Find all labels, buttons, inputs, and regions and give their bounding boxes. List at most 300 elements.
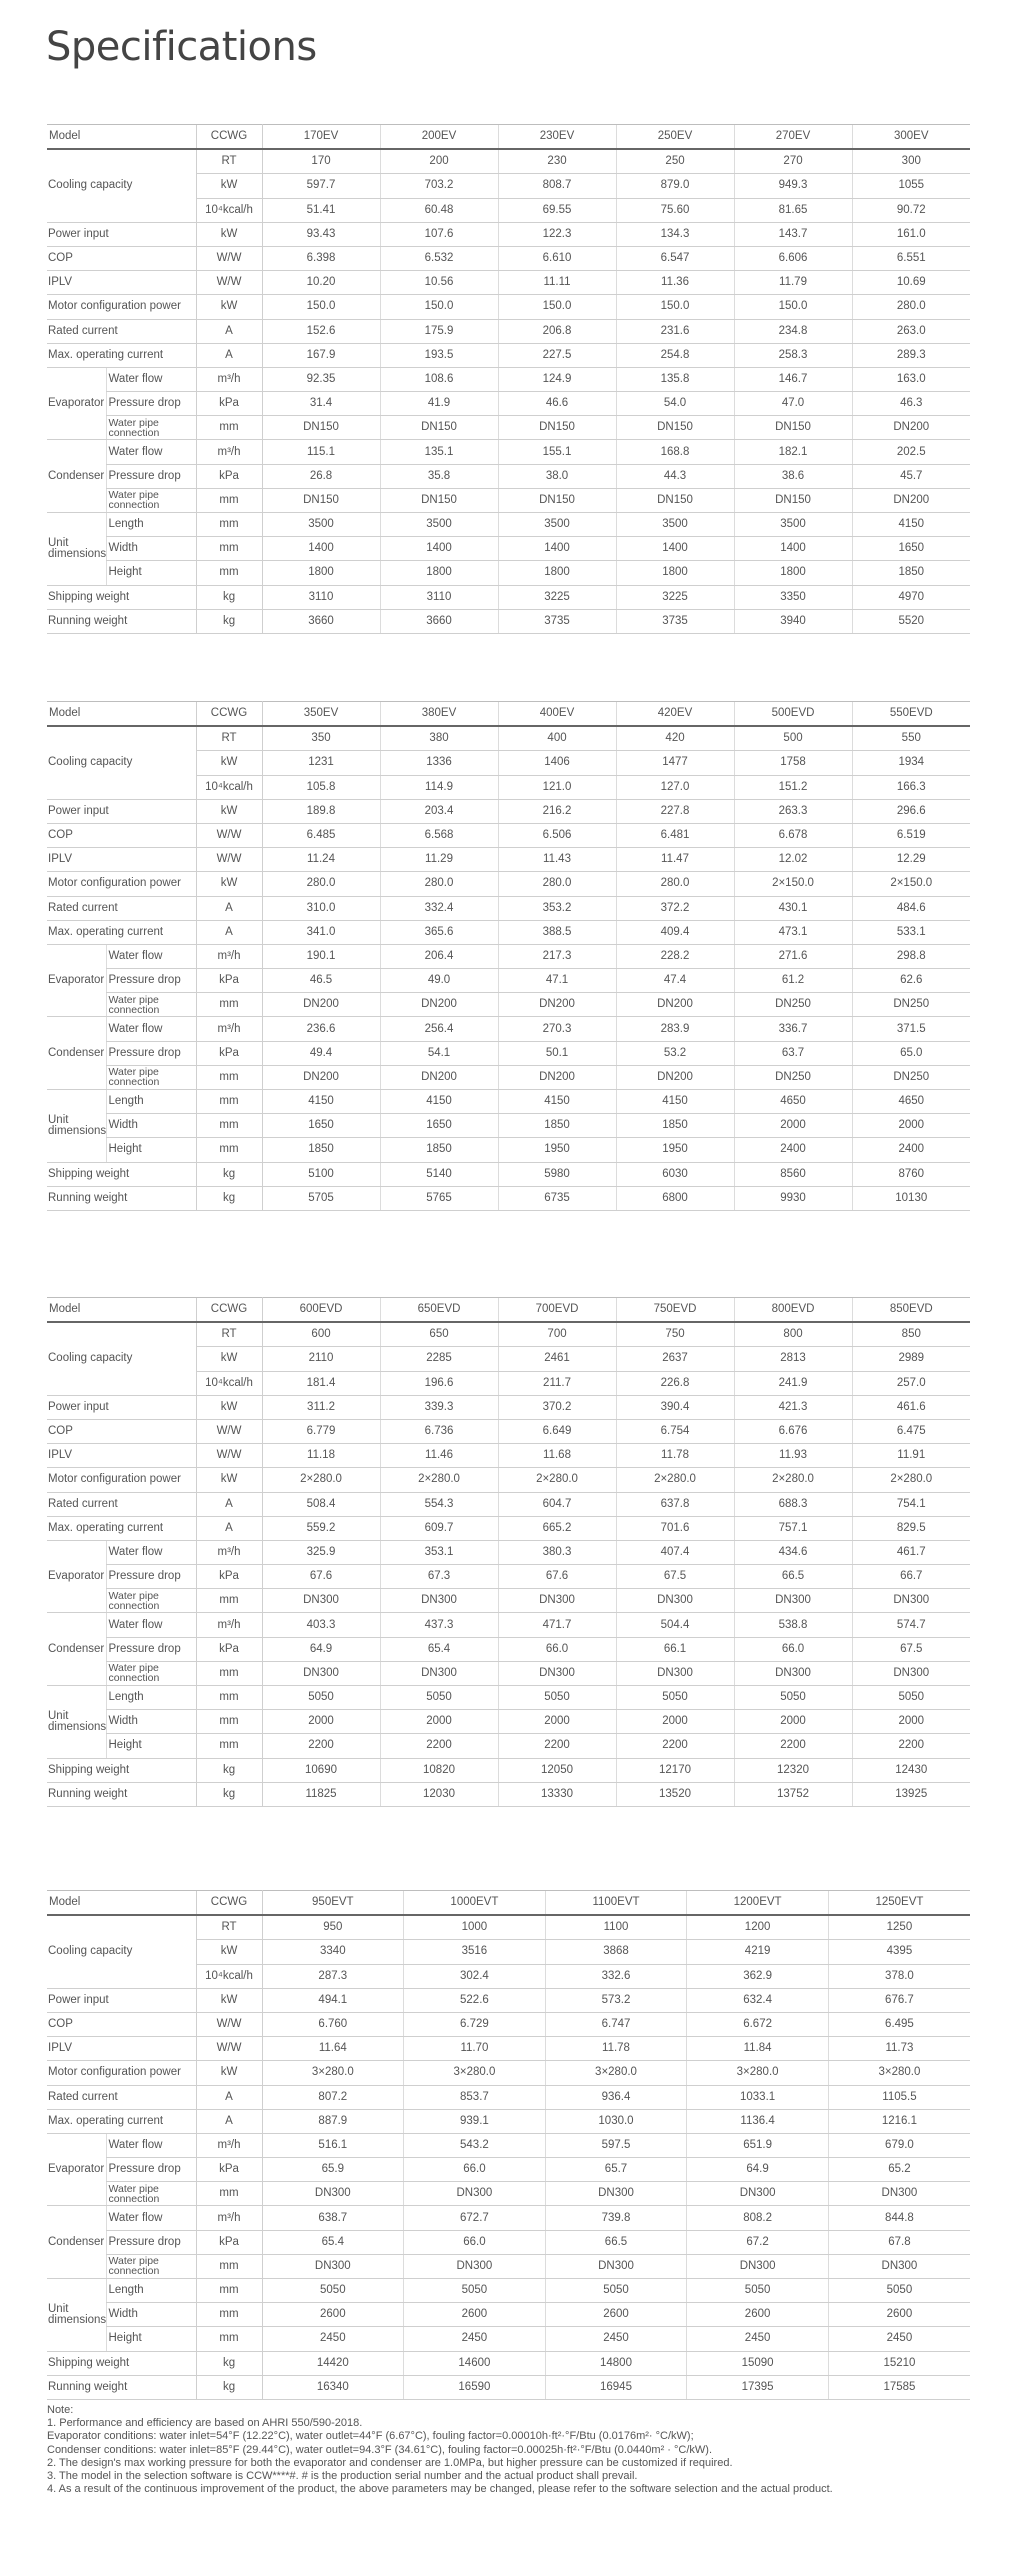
value-cell: 2600 [262,2303,404,2327]
value-cell: 1400 [380,537,498,561]
value-cell: 63.7 [734,1041,852,1065]
unit-cell: mm [196,2279,262,2303]
unit-cell: kW [196,799,262,823]
value-cell: DN200 [498,1065,616,1089]
value-cell: 12030 [380,1782,498,1806]
row-label-sub: Pressure drop [106,392,196,416]
value-cell: 311.2 [262,1395,380,1419]
table-row [47,823,970,847]
row-label-sub: Water pipe connection [106,2182,196,2206]
value-cell: 206.8 [498,319,616,343]
value-cell: 3500 [262,513,380,537]
value-cell: 47.1 [498,969,616,993]
value-cell: 11.91 [852,1444,970,1468]
row-label-sub: Water flow [106,944,196,968]
group-label-condenser: Condenser [47,1613,106,1686]
value-cell: 217.3 [498,944,616,968]
unit-cell: kg [196,2351,262,2375]
row-label: Running weight [47,609,196,633]
unit-cell: kPa [196,1565,262,1589]
row-label: Rated current [47,1492,196,1516]
value-cell: 2×280.0 [734,1468,852,1492]
value-cell: 939.1 [404,2109,546,2133]
value-cell: 421.3 [734,1395,852,1419]
column-header-380ev: 380EV [380,702,498,727]
value-cell: 5050 [380,1686,498,1710]
value-cell: 46.5 [262,969,380,993]
value-cell: 1477 [616,751,734,775]
row-label: IPLV [47,2037,196,2061]
row-label: Power input [47,1395,196,1419]
value-cell: 134.3 [616,222,734,246]
value-cell: 676.7 [828,1988,970,2012]
value-cell: 350 [262,726,380,751]
value-cell: 46.6 [498,392,616,416]
value-cell: 35.8 [380,464,498,488]
row-label: Max. operating current [47,920,196,944]
value-cell: DN150 [380,416,498,440]
value-cell: 17585 [828,2375,970,2399]
unit-cell: kW [196,222,262,246]
value-cell: 5050 [734,1686,852,1710]
value-cell: 10690 [262,1758,380,1782]
row-label-sub: Length [106,1686,196,1710]
value-cell: 181.4 [262,1371,380,1395]
value-cell: 6735 [498,1186,616,1210]
value-cell: DN300 [828,2254,970,2278]
row-label: Rated current [47,896,196,920]
column-header-270ev: 270EV [734,125,852,150]
table-row [47,726,970,751]
value-cell: DN300 [498,1589,616,1613]
value-cell: 11825 [262,1782,380,1806]
value-cell: 370.2 [498,1395,616,1419]
value-cell: 6.506 [498,823,616,847]
value-cell: 4150 [380,1090,498,1114]
value-cell: DN300 [734,1589,852,1613]
column-header-1100evt: 1100EVT [545,1891,687,1916]
value-cell: DN150 [734,416,852,440]
value-cell: 6.481 [616,823,734,847]
value-cell: 2000 [734,1710,852,1734]
value-cell: 504.4 [616,1613,734,1637]
group-label-evaporator: Evaporator [47,1540,106,1613]
value-cell: 1336 [380,751,498,775]
value-cell: 437.3 [380,1613,498,1637]
column-header-800evd: 800EVD [734,1298,852,1323]
value-cell: 11.24 [262,848,380,872]
value-cell: 6.779 [262,1419,380,1443]
value-cell: 258.3 [734,343,852,367]
value-cell: 1400 [262,537,380,561]
table-row [47,1915,970,1940]
table-row [47,2230,970,2254]
value-cell: DN150 [734,488,852,512]
row-label-sub: Width [106,2303,196,2327]
value-cell: 107.6 [380,222,498,246]
value-cell: 67.3 [380,1565,498,1589]
value-cell: 15090 [687,2351,829,2375]
unit-cell: mm [196,1686,262,1710]
value-cell: DN300 [545,2254,687,2278]
spec-table-2 [47,701,970,1211]
value-cell: 5050 [262,2279,404,2303]
value-cell: DN150 [380,488,498,512]
unit-cell: kW [196,1468,262,1492]
value-cell: 5050 [404,2279,546,2303]
value-cell: 105.8 [262,775,380,799]
value-cell: 6.551 [852,246,970,270]
group-label-cooling-capacity: Cooling capacity [47,726,196,799]
value-cell: 49.4 [262,1041,380,1065]
value-cell: 67.5 [852,1637,970,1661]
row-label: COP [47,2012,196,2036]
note-line: Note: [47,2404,74,2416]
value-cell: 67.5 [616,1565,734,1589]
value-cell: 66.7 [852,1565,970,1589]
value-cell: 66.5 [545,2230,687,2254]
row-label: Max. operating current [47,2109,196,2133]
table-row [47,2037,970,2061]
value-cell: 6.495 [828,2012,970,2036]
table-row [47,464,970,488]
value-cell: 2450 [687,2327,829,2351]
unit-cell: RT [196,1322,262,1347]
value-cell: 5050 [545,2279,687,2303]
table-row [47,271,970,295]
row-label-sub: Width [106,1710,196,1734]
table-row [47,2254,970,2278]
row-label: Motor configuration power [47,1468,196,1492]
value-cell: 800 [734,1322,852,1347]
value-cell: 2450 [404,2327,546,2351]
value-cell: 11.78 [545,2037,687,2061]
value-cell: 4219 [687,1940,829,1964]
value-cell: 597.7 [262,174,380,198]
unit-cell: kg [196,1186,262,1210]
table-row [47,2061,970,2085]
value-cell: 2000 [852,1710,970,1734]
column-header-500evd: 500EVD [734,702,852,727]
value-cell: DN300 [262,1589,380,1613]
value-cell: 600 [262,1322,380,1347]
value-cell: 2×150.0 [734,872,852,896]
value-cell: 2×280.0 [852,1468,970,1492]
row-label: Rated current [47,319,196,343]
column-header-850evd: 850EVD [852,1298,970,1323]
column-header-700evd: 700EVD [498,1298,616,1323]
value-cell: 2200 [734,1734,852,1758]
table-row [47,1322,970,1347]
value-cell: 3340 [262,1940,404,1964]
value-cell: 2×280.0 [380,1468,498,1492]
value-cell: 637.8 [616,1492,734,1516]
value-cell: 227.8 [616,799,734,823]
value-cell: 44.3 [616,464,734,488]
value-cell: 538.8 [734,1613,852,1637]
value-cell: 1800 [262,561,380,585]
value-cell: 67.2 [687,2230,829,2254]
value-cell: 3×280.0 [404,2061,546,2085]
table-row [47,1988,970,2012]
value-cell: 522.6 [404,1988,546,2012]
value-cell: 161.0 [852,222,970,246]
value-cell: 609.7 [380,1516,498,1540]
table-row [47,848,970,872]
value-cell: 13925 [852,1782,970,1806]
row-label-sub: Width [106,537,196,561]
value-cell: 554.3 [380,1492,498,1516]
table-row [47,1041,970,1065]
value-cell: 1231 [262,751,380,775]
column-header-series: CCWG [196,1891,262,1916]
value-cell: 90.72 [852,198,970,222]
value-cell: 6.475 [852,1419,970,1443]
value-cell: 665.2 [498,1516,616,1540]
unit-cell: mm [196,561,262,585]
value-cell: DN150 [616,488,734,512]
value-cell: 378.0 [828,1964,970,1988]
value-cell: 200 [380,149,498,174]
value-cell: 1216.1 [828,2109,970,2133]
value-cell: DN200 [616,1065,734,1089]
value-cell: 1033.1 [687,2085,829,2109]
value-cell: 203.4 [380,799,498,823]
value-cell: 122.3 [498,222,616,246]
value-cell: DN300 [262,2182,404,2206]
value-cell: 143.7 [734,222,852,246]
value-cell: 700 [498,1322,616,1347]
unit-cell: A [196,896,262,920]
value-cell: DN300 [852,1589,970,1613]
value-cell: 4150 [262,1090,380,1114]
value-cell: 879.0 [616,174,734,198]
unit-cell: kPa [196,464,262,488]
value-cell: 254.8 [616,343,734,367]
column-header-950evt: 950EVT [262,1891,404,1916]
value-cell: 151.2 [734,775,852,799]
group-label-evaporator: Evaporator [47,944,106,1017]
table-row [47,2351,970,2375]
value-cell: 115.1 [262,440,380,464]
value-cell: DN250 [852,1065,970,1089]
value-cell: 336.7 [734,1017,852,1041]
value-cell: 12050 [498,1758,616,1782]
value-cell: 16590 [404,2375,546,2399]
value-cell: 400 [498,726,616,751]
unit-cell: mm [196,1065,262,1089]
value-cell: 850 [852,1322,970,1347]
value-cell: 114.9 [380,775,498,799]
unit-cell: 10⁴kcal/h [196,1371,262,1395]
unit-cell: mm [196,1138,262,1162]
value-cell: 6.672 [687,2012,829,2036]
header-row [47,125,970,150]
value-cell: 380 [380,726,498,751]
group-label-condenser: Condenser [47,1017,106,1090]
unit-cell: A [196,1492,262,1516]
row-label-sub: Pressure drop [106,2230,196,2254]
unit-cell: mm [196,2254,262,2278]
value-cell: 1950 [616,1138,734,1162]
table-row [47,920,970,944]
value-cell: 93.43 [262,222,380,246]
unit-cell: A [196,2085,262,2109]
table-row [47,1468,970,1492]
value-cell: 1850 [852,561,970,585]
table-row [47,2279,970,2303]
value-cell: 65.9 [262,2158,404,2182]
row-label: IPLV [47,271,196,295]
value-cell: 146.7 [734,367,852,391]
value-cell: 4970 [852,585,970,609]
column-header-650evd: 650EVD [380,1298,498,1323]
row-label: Running weight [47,2375,196,2399]
column-header-200ev: 200EV [380,125,498,150]
spec-table-3 [47,1297,970,1807]
unit-cell: W/W [196,848,262,872]
value-cell: 1850 [262,1138,380,1162]
column-header-model: Model [47,702,196,727]
value-cell: 66.5 [734,1565,852,1589]
unit-cell: W/W [196,1444,262,1468]
value-cell: 64.9 [687,2158,829,2182]
table-row [47,2303,970,2327]
value-cell: 754.1 [852,1492,970,1516]
value-cell: 844.8 [828,2206,970,2230]
value-cell: 6.610 [498,246,616,270]
value-cell: 3500 [616,513,734,537]
value-cell: DN300 [545,2182,687,2206]
row-label-sub: Water flow [106,2133,196,2157]
group-label-cooling-capacity: Cooling capacity [47,1322,196,1395]
value-cell: 150.0 [262,295,380,319]
value-cell: 2989 [852,1347,970,1371]
value-cell: 508.4 [262,1492,380,1516]
value-cell: DN300 [852,1661,970,1685]
column-header-series: CCWG [196,702,262,727]
value-cell: 853.7 [404,2085,546,2109]
value-cell: 47.0 [734,392,852,416]
unit-cell: kPa [196,392,262,416]
unit-cell: kg [196,585,262,609]
value-cell: 2600 [404,2303,546,2327]
note-line: 3. The model in the selection software is CCW****#. # is the production serial number and the actual product shall prevail. [47,2470,638,2483]
value-cell: 4650 [734,1090,852,1114]
unit-cell: W/W [196,2012,262,2036]
value-cell: 12430 [852,1758,970,1782]
value-cell: 2000 [498,1710,616,1734]
column-header-series: CCWG [196,125,262,150]
value-cell: 121.0 [498,775,616,799]
row-label-sub: Pressure drop [106,1041,196,1065]
value-cell: 287.3 [262,1964,404,1988]
row-label: Shipping weight [47,2351,196,2375]
value-cell: 8760 [852,1162,970,1186]
value-cell: 332.4 [380,896,498,920]
group-label-unit-dimensions: Unit dimensions [47,513,106,586]
value-cell: 2×280.0 [616,1468,734,1492]
value-cell: 66.0 [404,2230,546,2254]
value-cell: 672.7 [404,2206,546,2230]
value-cell: 3110 [262,585,380,609]
value-cell: 949.3 [734,174,852,198]
unit-cell: mm [196,1114,262,1138]
unit-cell: W/W [196,2037,262,2061]
unit-cell: A [196,319,262,343]
table-row [47,585,970,609]
value-cell: 13752 [734,1782,852,1806]
value-cell: 390.4 [616,1395,734,1419]
row-label: Rated current [47,2085,196,2109]
table-row [47,1782,970,1806]
unit-cell: A [196,343,262,367]
value-cell: 47.4 [616,969,734,993]
row-label-sub: Water pipe connection [106,416,196,440]
value-cell: 196.6 [380,1371,498,1395]
value-cell: 516.1 [262,2133,404,2157]
table-row [47,896,970,920]
value-cell: 3940 [734,609,852,633]
value-cell: 2600 [828,2303,970,2327]
value-cell: 228.2 [616,944,734,968]
value-cell: DN150 [262,488,380,512]
value-cell: 67.6 [498,1565,616,1589]
row-label-sub: Pressure drop [106,1637,196,1661]
value-cell: 650 [380,1322,498,1347]
table-row [47,1090,970,1114]
value-cell: 67.8 [828,2230,970,2254]
value-cell: 5050 [687,2279,829,2303]
value-cell: 11.84 [687,2037,829,2061]
row-label-sub: Width [106,1114,196,1138]
value-cell: 155.1 [498,440,616,464]
row-label-sub: Height [106,1734,196,1758]
value-cell: 283.9 [616,1017,734,1041]
value-cell: 4650 [852,1090,970,1114]
value-cell: 310.0 [262,896,380,920]
value-cell: 5050 [616,1686,734,1710]
value-cell: 388.5 [498,920,616,944]
value-cell: 227.5 [498,343,616,367]
row-label-sub: Water flow [106,440,196,464]
value-cell: 5705 [262,1186,380,1210]
value-cell: 26.8 [262,464,380,488]
table-row [47,513,970,537]
value-cell: 500 [734,726,852,751]
value-cell: 263.3 [734,799,852,823]
value-cell: 6.398 [262,246,380,270]
value-cell: 808.7 [498,174,616,198]
value-cell: 1850 [498,1114,616,1138]
table-row [47,2012,970,2036]
value-cell: 2285 [380,1347,498,1371]
unit-cell: mm [196,2303,262,2327]
value-cell: 1650 [852,537,970,561]
value-cell: 41.9 [380,392,498,416]
value-cell: 234.8 [734,319,852,343]
value-cell: DN300 [380,1661,498,1685]
unit-cell: RT [196,149,262,174]
row-label: Shipping weight [47,585,196,609]
header-row [47,1891,970,1916]
value-cell: 1758 [734,751,852,775]
value-cell: 2000 [852,1114,970,1138]
value-cell: 11.47 [616,848,734,872]
unit-cell: W/W [196,271,262,295]
value-cell: 6.676 [734,1419,852,1443]
value-cell: 5050 [828,2279,970,2303]
